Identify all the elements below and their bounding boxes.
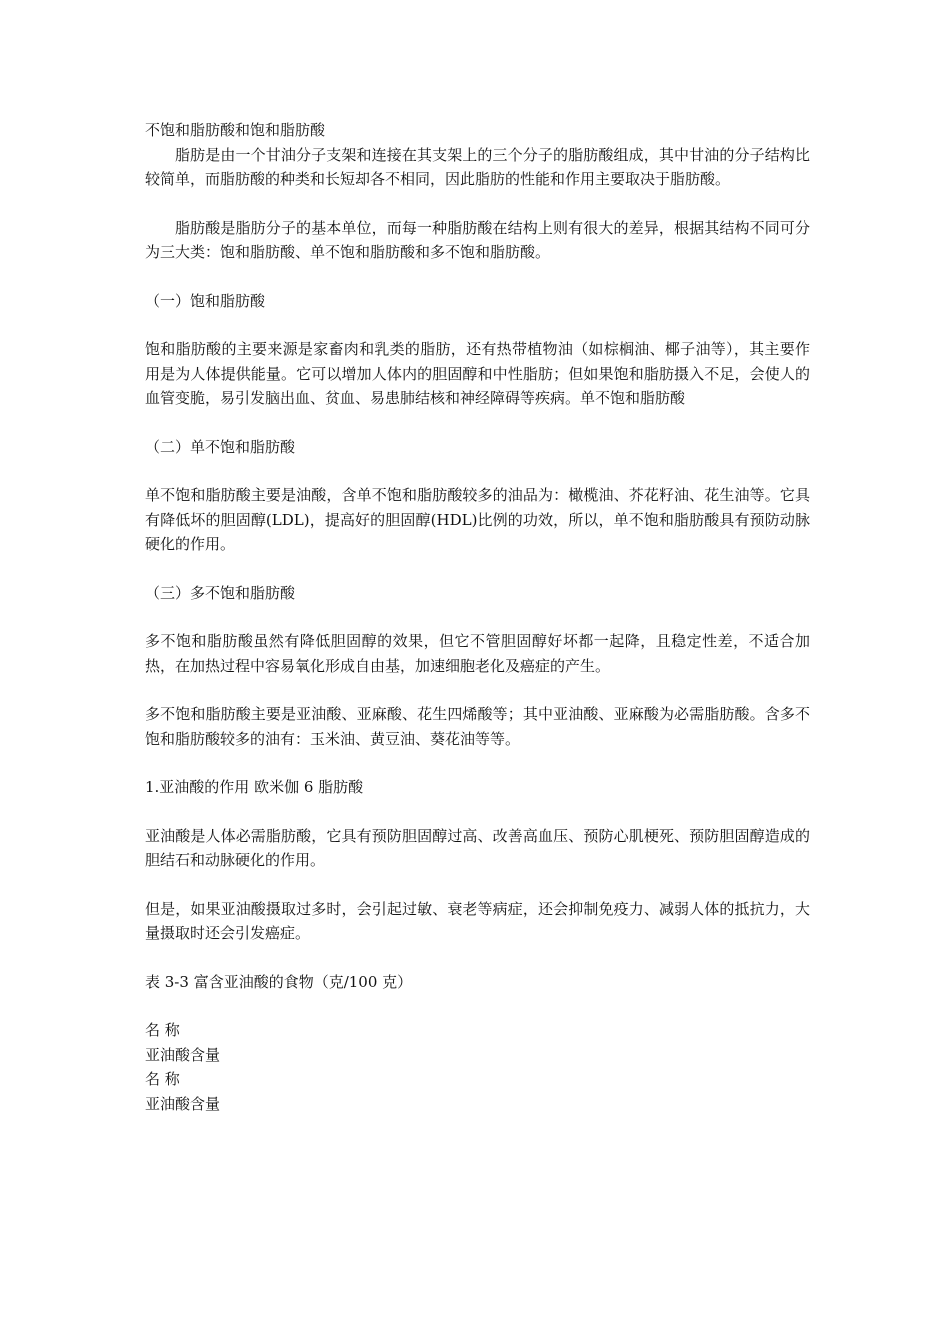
subsection-paragraph-1: 亚油酸是人体必需脂肪酸，它具有预防胆固醇过高、改善高血压、预防心肌梗死、预防胆固醇造成的胆结石和动脉硬化的作用。 xyxy=(145,826,810,869)
table-cell-content-header-1: 亚油酸含量 xyxy=(145,1045,221,1064)
section-paragraph-polyunsaturated-1: 多不饱和脂肪酸虽然有降低胆固醇的效果，但它不管胆固醇好坏都一起降，且稳定性差，不适合加热，在加热过程中容易氧化形成自由基，加速细胞老化及癌症的产生。 xyxy=(145,632,810,675)
section-paragraph-saturated: 饱和脂肪酸的主要来源是家畜肉和乳类的脂肪，还有热带植物油（如棕榈油、椰子油等），其主要作用是为人体提供能量。它可以增加人体内的胆固醇和中性脂肪；但如果饱和脂肪摄入不足，会使人的血管变脆，易引发脑出血、贫血、易患肺结核和神经障碍等疾病。单不饱和脂肪酸 xyxy=(145,340,810,407)
table-cell-name-header-2: 名 称 xyxy=(145,1070,180,1088)
subsection-paragraph-2: 但是，如果亚油酸摄取过多时，会引起过敏、衰老等病症，还会抑制免疫力、减弱人体的抵抗力，大量摄取时还会引发癌症。 xyxy=(145,899,810,942)
intro-paragraph-1: 脂肪是由一个甘油分子支架和连接在其支架上的三个分子的脂肪酸组成，其中甘油的分子结构比较简单，而脂肪酸的种类和长短却各不相同，因此脂肪的性能和作用主要取决于脂肪酸。 xyxy=(145,145,810,188)
section-heading-polyunsaturated: （三）多不饱和脂肪酸 xyxy=(145,583,296,602)
table-cell-content-header-2: 亚油酸含量 xyxy=(145,1094,221,1113)
section-paragraph-monounsaturated: 单不饱和脂肪酸主要是油酸，含单不饱和脂肪酸较多的油品为：橄榄油、芥花籽油、花生油等。它具有降低坏的胆固醇(LDL)，提高好的胆固醇(HDL)比例的功效，所以，单不饱和脂肪酸具有预防动脉硬化的作用。 xyxy=(145,486,810,553)
section-paragraph-polyunsaturated-2: 多不饱和脂肪酸主要是亚油酸、亚麻酸、花生四烯酸等；其中亚油酸、亚麻酸为必需脂肪酸。含多不饱和脂肪酸较多的油有：玉米油、黄豆油、葵花油等等。 xyxy=(145,705,810,748)
table-caption: 表 3-3 富含亚油酸的食物（克/100 克） xyxy=(145,972,413,991)
food-table xyxy=(145,1018,810,1116)
section-heading-saturated: （一）饱和脂肪酸 xyxy=(145,291,266,310)
table-cell-name-header-1: 名 称 xyxy=(145,1021,180,1039)
section-heading-monounsaturated: （二）单不饱和脂肪酸 xyxy=(145,437,296,456)
document-page xyxy=(145,118,810,1116)
document-title: 不饱和脂肪酸和饱和脂肪酸 xyxy=(145,121,326,139)
intro-paragraph-2: 脂肪酸是脂肪分子的基本单位，而每一种脂肪酸在结构上则有很大的差异，根据其结构不同可分为三大类：饱和脂肪酸、单不饱和脂肪酸和多不饱和脂肪酸。 xyxy=(145,218,810,261)
subsection-heading-linoleic: 1.亚油酸的作用 欧米伽 6 脂肪酸 xyxy=(145,778,364,796)
